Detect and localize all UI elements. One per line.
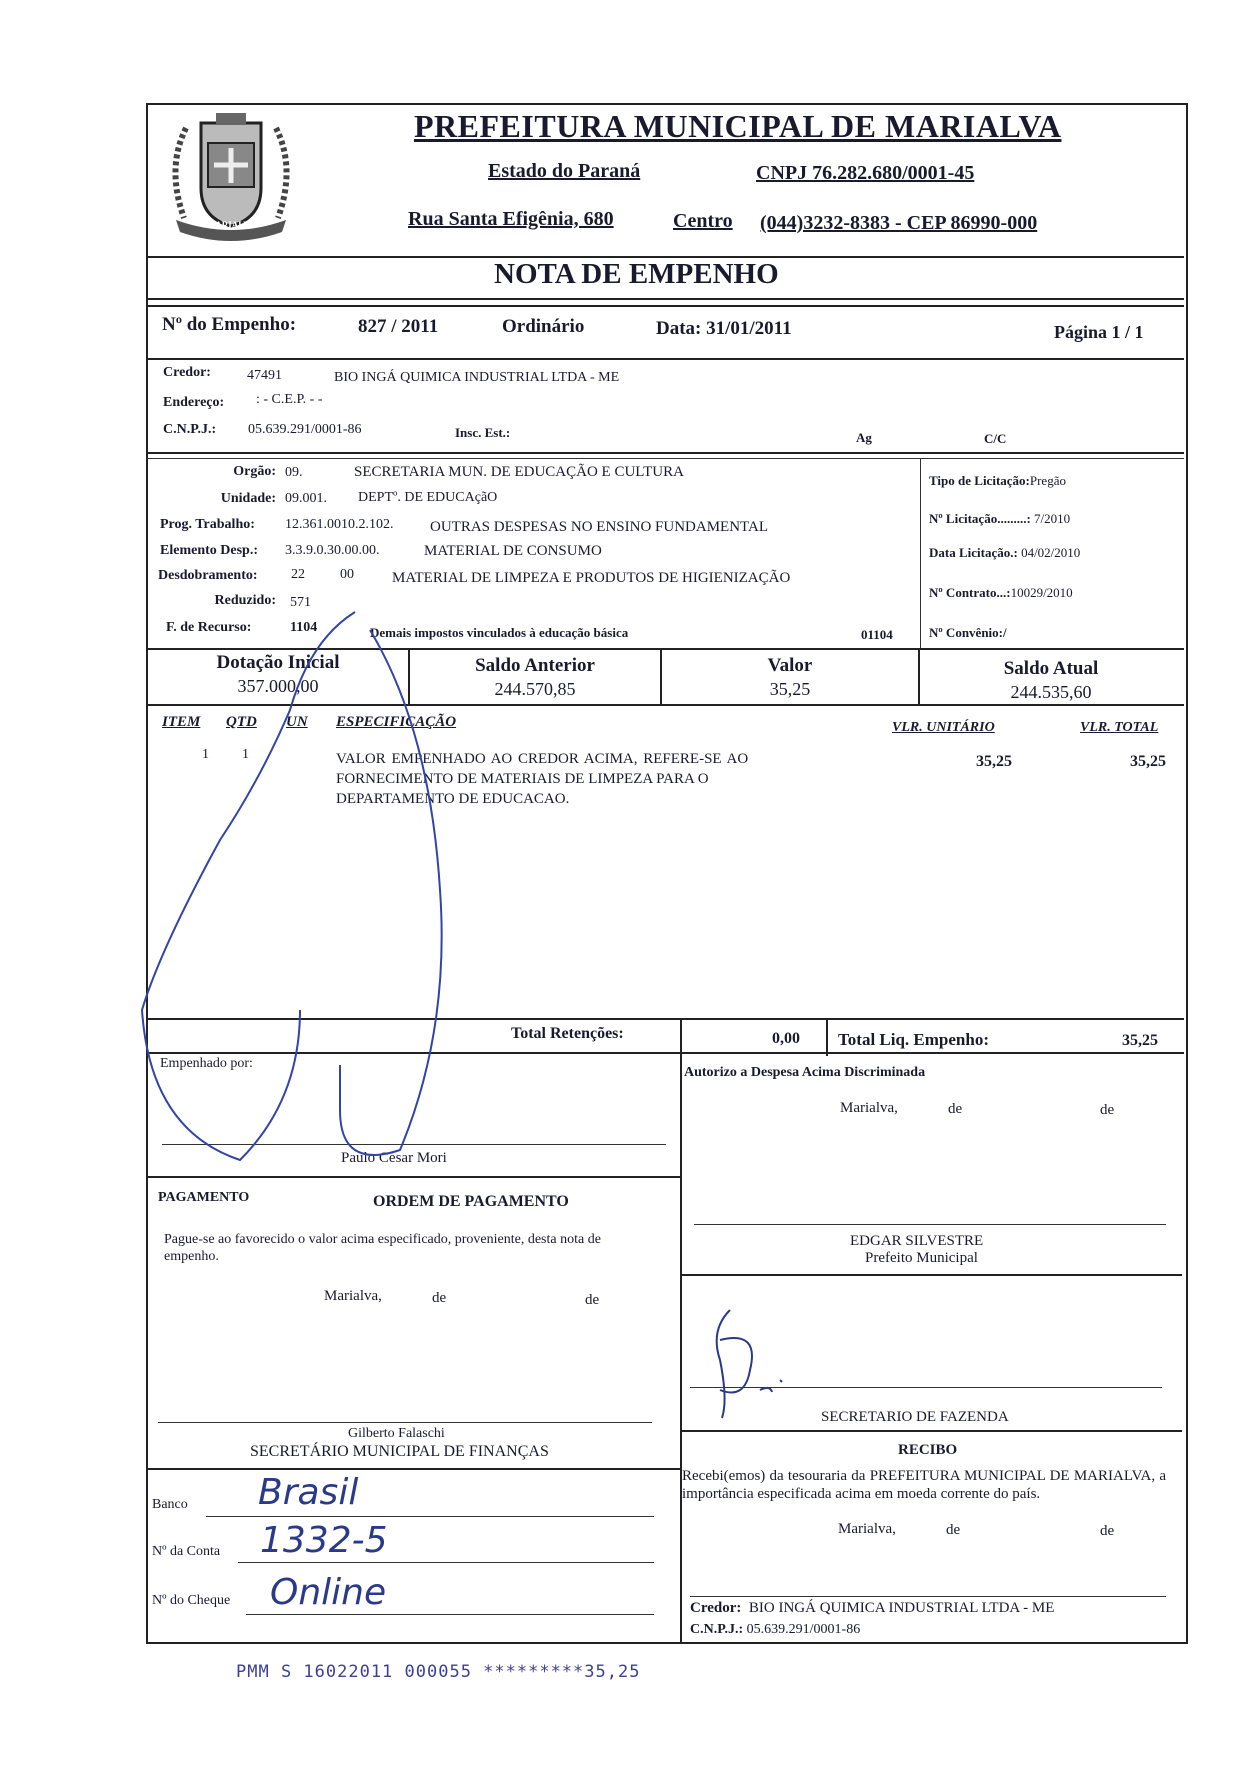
valor-value: 35,25 bbox=[769, 679, 811, 699]
document-title: NOTA DE EMPENHO bbox=[494, 258, 779, 290]
pagamento-place: Marialva, bbox=[324, 1288, 382, 1304]
recibo-de-2: de bbox=[1100, 1523, 1115, 1539]
recibo-credor-value: BIO INGÁ QUIMICA INDUSTRIAL LTDA - ME bbox=[748, 1600, 1055, 1616]
autorizo-de-2: de bbox=[1100, 1102, 1115, 1118]
recurso-code: 1104 bbox=[290, 620, 318, 635]
empenho-number: 827 / 2011 bbox=[358, 316, 439, 337]
recibo-cnpj-value: 05.639.291/0001-86 bbox=[746, 1622, 861, 1637]
autorizo-label: Autorizo a Despesa Acima Discriminada bbox=[684, 1065, 926, 1080]
licitacao-tipo-label: Tipo de Licitação: bbox=[929, 473, 1030, 488]
recibo-text: Recebi(emos) da tesouraria da PREFEITURA MUNICIPAL DE MARIALVA, a importância especificada acima em moeda corrente do país. bbox=[682, 1468, 1166, 1502]
recibo-title: RECIBO bbox=[898, 1442, 958, 1458]
address-field-value: : - C.E.P. - - bbox=[256, 392, 323, 407]
licitacao-numero bbox=[929, 511, 1070, 527]
conta-label: Nº da Conta bbox=[152, 1544, 221, 1559]
licitacao-contrato-label: Nº Contrato...: bbox=[929, 585, 1011, 600]
autorizo-signer-role: Prefeito Municipal bbox=[865, 1250, 978, 1266]
recurso-name: Demais impostos vinculados à educação básica bbox=[370, 625, 629, 640]
empenhado-label: Empenhado por: bbox=[160, 1056, 253, 1071]
saldo-atual-label: Saldo Atual bbox=[1003, 658, 1099, 679]
recibo-credor-label: Credor: bbox=[690, 1600, 742, 1616]
state-label: Estado do Paraná bbox=[488, 160, 641, 182]
liq-label: Total Liq. Empenho: bbox=[838, 1030, 989, 1049]
unidade-name: DEPTº. DE EDUCAçãO bbox=[358, 490, 498, 505]
pagamento-de-2: de bbox=[585, 1292, 600, 1308]
ag-label: Ag bbox=[856, 430, 872, 445]
licitacao-contrato bbox=[929, 585, 1073, 601]
page-title: PREFEITURA MUNICIPAL DE MARIALVA bbox=[414, 108, 1062, 144]
credor-label: Credor: bbox=[163, 365, 211, 380]
secretario-fazenda-label: SECRETARIO DE FAZENDA bbox=[821, 1409, 1009, 1425]
desdobramento-subcode: 00 bbox=[340, 567, 354, 582]
cnpj-label: CNPJ 76.282.680/0001-45 bbox=[756, 162, 975, 184]
item-spec-line-1: VALOR EMPENHADO AO CREDOR ACIMA, REFERE-SE AO bbox=[336, 751, 749, 767]
empenho-type: Ordinário bbox=[502, 316, 585, 337]
empenhado-signer: Paulo César Mori bbox=[341, 1150, 447, 1166]
licitacao-tipo-value: Pregão bbox=[1029, 473, 1066, 488]
reduzido-label: Reduzido: bbox=[214, 593, 276, 608]
licitacao-numero-label: Nº Licitação.........: bbox=[929, 511, 1031, 526]
licitacao-convenio: Nº Convênio:/ bbox=[929, 625, 1007, 640]
vlr-unitario-header: VLR. UNITÁRIO bbox=[892, 720, 995, 735]
orgao-label: Orgão: bbox=[233, 464, 276, 479]
un-header: UN bbox=[286, 714, 308, 730]
phone-cep-label: (044)3232-8383 - CEP 86990-000 bbox=[760, 212, 1038, 234]
desdobramento-name: MATERIAL DE LIMPEZA E PRODUTOS DE HIGIENIZAÇÃO bbox=[392, 570, 791, 586]
item-spec-line-2: FORNECIMENTO DE MATERIAIS DE LIMPEZA PARA O bbox=[336, 771, 709, 787]
item-header: ITEM bbox=[162, 714, 201, 730]
autorizo-place: Marialva, bbox=[840, 1100, 898, 1116]
item-row-item: 1 bbox=[202, 747, 209, 762]
empenho-number-label: Nº do Empenho: bbox=[162, 314, 297, 335]
banco-value: Brasil bbox=[258, 1472, 359, 1513]
elemento-code: 3.3.9.0.30.00.00. bbox=[285, 543, 380, 558]
empenho-date: Data: 31/01/2011 bbox=[656, 318, 792, 339]
cheque-value: Online bbox=[270, 1572, 387, 1613]
secretario-signature bbox=[700, 1300, 810, 1420]
unidade-code: 09.001. bbox=[285, 491, 327, 506]
address-label: Rua Santa Efigênia, 680 bbox=[408, 208, 614, 230]
credor-code: 47491 bbox=[247, 368, 282, 383]
item-spec-line-3: DEPARTAMENTO DE EDUCACAO. bbox=[336, 791, 570, 807]
item-row-vlr-unitario: 35,25 bbox=[976, 753, 1012, 770]
recurso-label: F. de Recurso: bbox=[166, 620, 252, 635]
credor-name: BIO INGÁ QUIMICA INDUSTRIAL LTDA - ME bbox=[334, 370, 620, 385]
retencoes-value: 0,00 bbox=[772, 1030, 800, 1047]
ordem-pagamento-label: ORDEM DE PAGAMENTO bbox=[373, 1193, 569, 1210]
valor-label: Valor bbox=[767, 655, 813, 676]
desdobramento-code: 22 bbox=[291, 567, 305, 582]
elemento-name: MATERIAL DE CONSUMO bbox=[424, 543, 602, 559]
vlr-total-header: VLR. TOTAL bbox=[1080, 720, 1159, 735]
recibo-credor bbox=[690, 1600, 1054, 1617]
address-field-label: Endereço: bbox=[163, 395, 225, 410]
banco-label: Banco bbox=[152, 1497, 188, 1512]
crest-logo bbox=[156, 108, 306, 248]
payment-stamp: PMM S 16022011 000055 *********35,25 bbox=[236, 1662, 641, 1682]
recibo-cnpj bbox=[690, 1622, 860, 1638]
cc-label: C/C bbox=[984, 431, 1007, 446]
cnpj-field-label: C.N.P.J.: bbox=[163, 422, 217, 437]
retencoes-label: Total Retenções: bbox=[511, 1025, 624, 1042]
crest-banner-text: MARIALVA bbox=[206, 220, 256, 230]
page-number: Página 1 / 1 bbox=[1054, 322, 1144, 342]
licitacao-data bbox=[929, 545, 1080, 561]
orgao-code: 09. bbox=[285, 465, 303, 480]
conta-value: 1332-5 bbox=[260, 1520, 388, 1561]
item-row-vlr-total: 35,25 bbox=[1130, 753, 1166, 770]
autorizo-signer: EDGAR SILVESTRE bbox=[850, 1233, 984, 1249]
pagamento-text: Pague-se ao favorecido o valor acima especificado, proveniente, desta nota de empenho. bbox=[164, 1232, 601, 1264]
licitacao-data-value: 04/02/2010 bbox=[1021, 545, 1081, 560]
saldo-anterior-value: 244.570,85 bbox=[494, 679, 576, 699]
licitacao-tipo bbox=[929, 473, 1066, 489]
cheque-label: Nº do Cheque bbox=[152, 1593, 231, 1608]
unidade-label: Unidade: bbox=[220, 491, 276, 506]
desdobramento-label: Desdobramento: bbox=[158, 568, 258, 583]
cnpj-field-value: 05.639.291/0001-86 bbox=[248, 422, 362, 437]
especificacao-header: ESPECIFICAÇÃO bbox=[336, 714, 457, 730]
reduzido-value: 571 bbox=[290, 595, 311, 610]
recurso-code-2: 01104 bbox=[861, 627, 893, 642]
elemento-label: Elemento Desp.: bbox=[160, 543, 258, 558]
saldo-anterior-label: Saldo Anterior bbox=[475, 655, 595, 676]
qtd-header: QTD bbox=[226, 714, 257, 730]
recibo-cnpj-label: C.N.P.J.: bbox=[690, 1622, 744, 1637]
recibo-de-1: de bbox=[946, 1522, 961, 1538]
dotacao-label: Dotação Inicial bbox=[216, 652, 340, 673]
pagamento-signer-role: SECRETÁRIO MUNICIPAL DE FINANÇAS bbox=[250, 1443, 549, 1460]
saldo-atual-value: 244.535,60 bbox=[1010, 682, 1092, 702]
autorizo-de-1: de bbox=[948, 1101, 963, 1117]
district-label: Centro bbox=[673, 210, 733, 232]
licitacao-data-label: Data Licitação.: bbox=[929, 545, 1018, 560]
recibo-place: Marialva, bbox=[838, 1521, 896, 1537]
signature-loop bbox=[140, 610, 460, 1170]
prog-label: Prog. Trabalho: bbox=[160, 517, 255, 532]
pagamento-signer: Gilberto Falaschi bbox=[348, 1426, 445, 1441]
liq-value: 35,25 bbox=[1122, 1032, 1158, 1049]
insc-est-label: Insc. Est.: bbox=[455, 425, 511, 440]
prog-code: 12.361.0010.2.102. bbox=[285, 517, 394, 532]
pagamento-de-1: de bbox=[432, 1290, 447, 1306]
orgao-name: SECRETARIA MUN. DE EDUCAÇÃO E CULTURA bbox=[354, 464, 684, 480]
pagamento-label: PAGAMENTO bbox=[158, 1190, 250, 1205]
item-row-qtd: 1 bbox=[242, 747, 249, 762]
licitacao-numero-value: 7/2010 bbox=[1034, 511, 1071, 526]
dotacao-value: 357.000,00 bbox=[237, 676, 319, 696]
prog-name: OUTRAS DESPESAS NO ENSINO FUNDAMENTAL bbox=[430, 519, 768, 535]
licitacao-contrato-value: 10029/2010 bbox=[1010, 585, 1073, 600]
